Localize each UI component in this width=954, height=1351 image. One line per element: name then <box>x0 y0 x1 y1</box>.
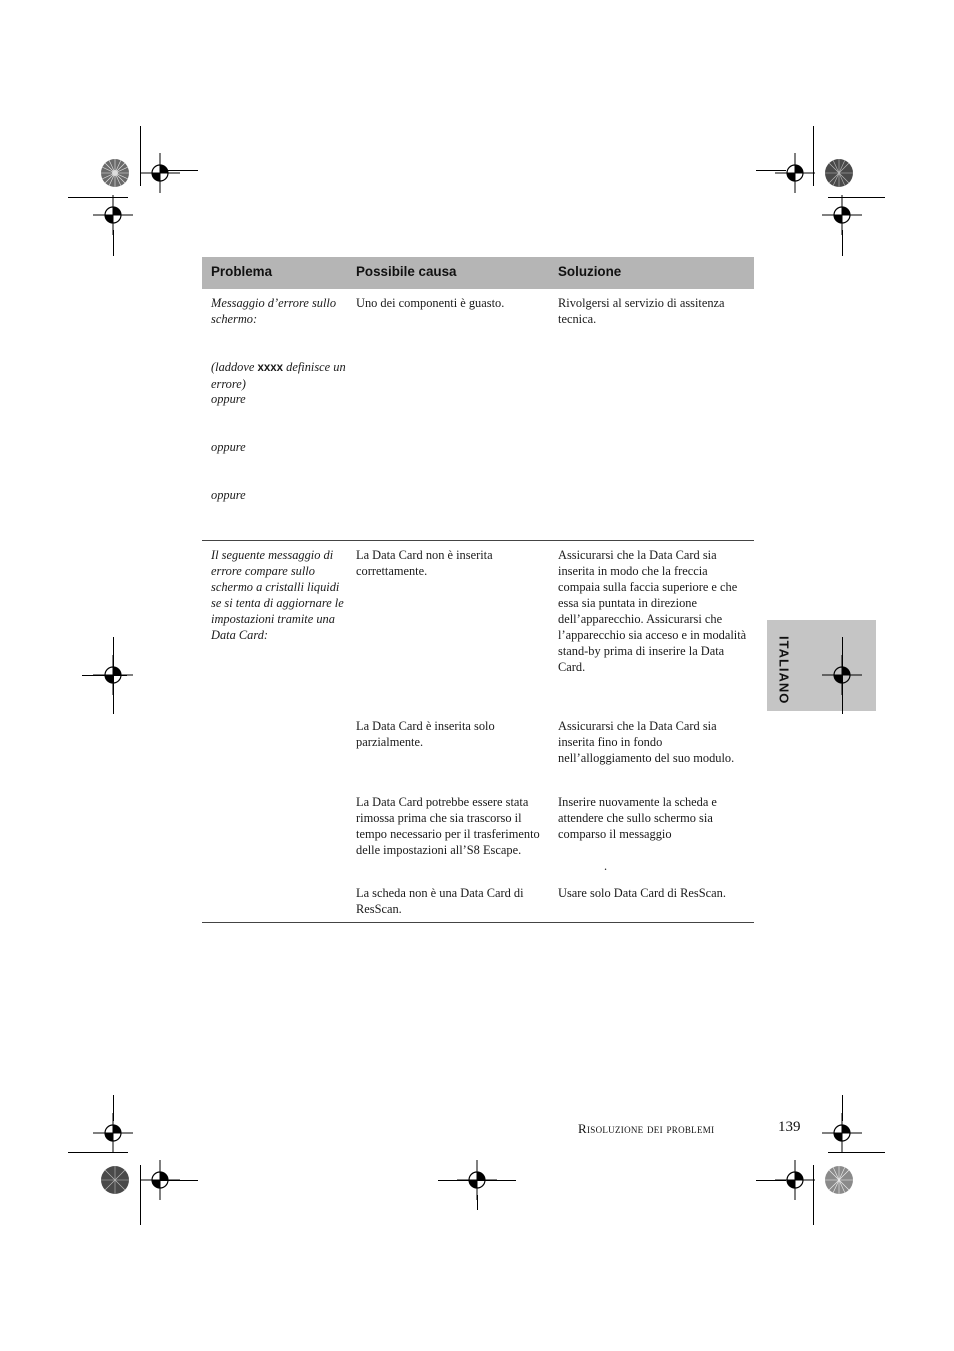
registration-target-icon <box>93 195 133 235</box>
crop-mark <box>113 230 114 256</box>
problem-error-where <box>211 359 346 392</box>
registration-rosette-icon <box>824 1165 854 1195</box>
cause-text: La Data Card non è inserita correttamente. <box>356 548 493 578</box>
crop-mark <box>813 126 814 186</box>
registration-target-icon <box>822 195 862 235</box>
row-divider <box>202 540 754 541</box>
solution-text: Inserire nuovamente la scheda e attendere che sullo schermo sia comparso il messaggio <box>558 795 717 841</box>
column-header-solution: Soluzione <box>558 264 622 279</box>
running-footer-title: Risoluzione dei problemi <box>578 1121 715 1136</box>
problem-error-message: Messaggio d’errore sullo schermo: <box>211 296 337 326</box>
crop-mark <box>842 1095 843 1121</box>
crop-mark <box>160 170 198 171</box>
crop-mark <box>477 1195 478 1210</box>
crop-mark <box>828 1152 885 1153</box>
crop-mark <box>756 170 786 171</box>
problem-where-text: (laddove <box>211 360 258 374</box>
table-header <box>202 257 754 289</box>
column-header-problem: Problema <box>211 264 273 279</box>
crop-mark <box>842 637 843 714</box>
solution-text: Rivolgersi al servizio di assitenza tecnica. <box>558 296 725 326</box>
crop-mark <box>160 1180 198 1181</box>
solution-text: Assicurarsi che la Data Card sia inserita fino in fondo nell’alloggiamento del suo modulo. <box>558 719 735 765</box>
crop-mark <box>842 230 843 256</box>
table-bottom-rule <box>202 922 754 923</box>
crop-mark <box>68 1152 128 1153</box>
crop-mark <box>756 1180 786 1181</box>
language-tab-label: ITALIANO <box>776 636 792 705</box>
problem-where-text: definisce un errore) <box>211 360 346 391</box>
cause-text: La scheda non è una Data Card di ResScan. <box>356 886 524 916</box>
crop-mark <box>813 1165 814 1225</box>
crop-mark <box>828 197 885 198</box>
crop-mark <box>140 126 141 186</box>
crop-mark <box>68 197 128 198</box>
troubleshooting-table <box>202 257 754 916</box>
column-header-cause: Possibile causa <box>356 264 457 279</box>
oppure-label: oppure <box>211 440 246 454</box>
cause-text: Uno dei componenti è guasto. <box>356 296 505 310</box>
registration-target-icon <box>775 153 815 193</box>
registration-rosette-icon <box>824 158 854 188</box>
oppure-label: oppure <box>211 488 246 502</box>
crop-mark <box>438 1180 516 1181</box>
oppure-label: oppure <box>211 392 246 406</box>
error-code: xxxx <box>257 362 284 374</box>
cause-text: La Data Card potrebbe essere stata rimossa prima che sia trascorso il tempo necessario per il trasferimento delle impostazioni all’S8 Escape. <box>356 795 540 857</box>
crop-mark <box>82 675 127 676</box>
registration-rosette-icon <box>100 158 130 188</box>
solution-trailing-period: . <box>604 859 608 873</box>
problem-datacard-message: Il seguente messaggio di errore compare sullo schermo a cristalli liquidi se si tenta di aggiornare le impostazioni tramite una Data Card: <box>211 548 344 642</box>
crop-mark <box>113 1095 114 1121</box>
solution-text: Usare solo Data Card di ResScan. <box>558 886 726 900</box>
registration-rosette-icon <box>100 1165 130 1195</box>
page-number: 139 <box>778 1119 801 1135</box>
solution-text: Assicurarsi che la Data Card sia inserita in modo che la freccia compaia sulla faccia superiore e che essa sia puntata in direzione dell’apparecchio. Assicurarsi che l’apparecchio sia acceso e in modalità stand-by prima di inserire la Data Card. <box>558 548 747 674</box>
crop-mark <box>140 1165 141 1225</box>
registration-target-icon <box>140 153 180 193</box>
cause-text: La Data Card è inserita solo parzialmente. <box>356 719 495 749</box>
